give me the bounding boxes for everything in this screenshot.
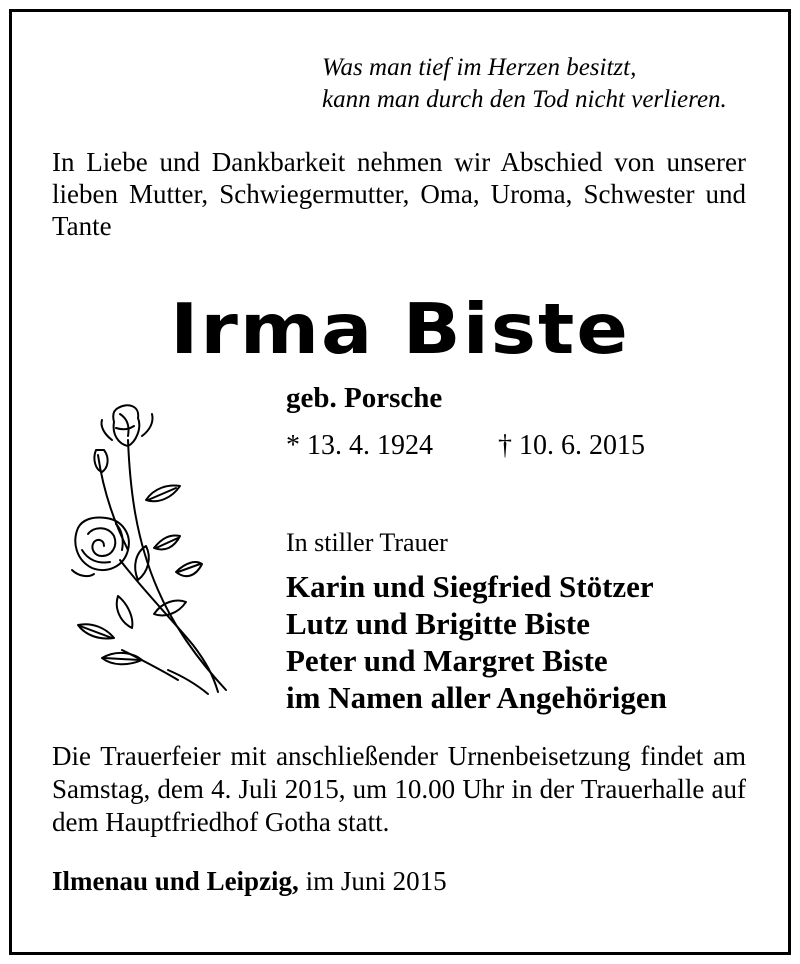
signature-line bbox=[52, 866, 447, 897]
motto-line-2: kann man durch den Tod nicht verlieren. bbox=[322, 86, 727, 113]
mourner-line: Peter und Margret Biste bbox=[286, 643, 608, 678]
death-date: † 10. 6. 2015 bbox=[498, 430, 645, 461]
signature-places: Ilmenau und Leipzig, bbox=[52, 866, 299, 896]
mourners-intro: In stiller Trauer bbox=[286, 528, 448, 557]
rose-icon bbox=[58, 400, 234, 696]
mourners-list bbox=[286, 568, 667, 716]
signature-date: im Juni 2015 bbox=[305, 866, 447, 896]
deceased-name: Irma Biste bbox=[170, 287, 630, 370]
mourner-line: im Namen aller Angehörigen bbox=[286, 680, 667, 715]
motto-line-1: Was man tief im Herzen besitzt, bbox=[322, 54, 637, 81]
service-announcement: Die Trauerfeier mit anschließender Urnenbeisetzung findet am Samstag, dem 4. Juli 2015, um 10.00 Uhr in der Trauerhalle auf dem Hauptfriedhof Gotha statt. bbox=[52, 741, 746, 837]
maiden-name: geb. Porsche bbox=[286, 382, 443, 414]
intro-text: In Liebe und Dankbarkeit nehmen wir Abschied von unserer lieben Mutter, Schwiegermutter, Oma, Uroma, Schwester und Tante bbox=[52, 147, 746, 241]
birth-date: * 13. 4. 1924 bbox=[286, 430, 433, 461]
motto-quote bbox=[322, 52, 727, 116]
mourner-line: Lutz und Brigitte Biste bbox=[286, 606, 590, 641]
mourner-line: Karin und Siegfried Stötzer bbox=[286, 569, 654, 604]
